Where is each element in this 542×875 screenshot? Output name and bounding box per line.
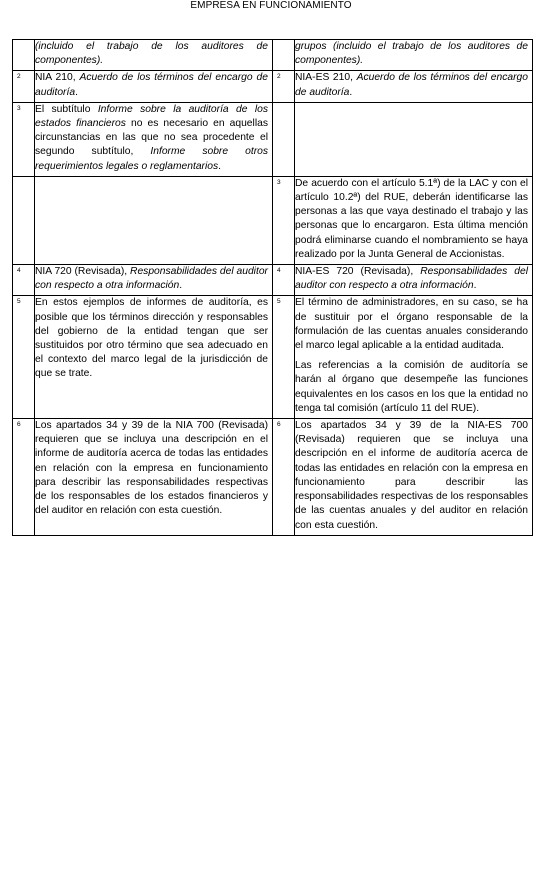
footnote-text-right [295,296,533,419]
footnote-paragraph [295,296,528,353]
table-row [13,102,533,176]
footnote-text-left [35,265,273,296]
table-row [13,265,533,296]
footnote-text-right [295,419,533,536]
footnote-number-right: 4 [273,265,295,296]
footnote-number-right [273,102,295,176]
table-row [13,419,533,536]
table-row [13,40,533,71]
footnote-number-left: 4 [13,265,35,296]
text-run: no es necesario en aquellas circunstancias en las que no sea procedente el segundo subtítulo, [35,118,268,158]
footnote-number-left: 3 [13,102,35,176]
text-run: De acuerdo con el artículo 5.1ª) de la LAC y con el artículo 10.2ª) del RUE, deberán identificarse las personas a las que vaya destinado el trabajo y las personas que lo encargaron. Esta última mención podrá eliminarse cuando el nombramiento se haya realizado por la Junta General de Accionistas. [295,177,528,260]
italic-text-run: Informe sobre la auditoría de los estados financieros [35,103,268,130]
footnote-paragraph [295,359,528,416]
footnote-number-right [273,40,295,71]
footnote-text-right [295,176,533,264]
text-run: Las referencias a la comisión de auditoría se harán al órgano que desempeñe las funciones equivalentes en los casos en los que la entidad no tenga tal comisión (artículo 11 del RUE). [295,360,528,414]
text-run: . [473,280,477,292]
italic-text-run: Acuerdo de los términos del encargo de auditoría [295,72,528,98]
footnote-number-right: 3 [273,176,295,264]
table-row [13,296,533,419]
italic-text-run: Informe sobre otros requerimientos legales o reglamentarios [35,146,268,172]
footnote-text-left [35,176,273,264]
table-row [13,176,533,264]
footnote-text-left [35,419,273,536]
footnote-text-left [35,296,273,419]
footnote-text-right [295,265,533,296]
footnote-number-right: 2 [273,71,295,102]
text-run: Los apartados 34 y 39 de la NIA-ES 700 (Revisada) requieren que se incluya una descripción en el informe de auditoría acerca de todas las entidades en relación con la empresa en funcionamiento para describir las responsabilidades respectivas de los responsables de las cuentas anuales y del auditor en relación con esta cuestión. [295,420,528,531]
footnote-text-left [35,102,273,176]
table-row [13,71,533,102]
footnote-number-left: 5 [13,296,35,419]
italic-text-run: Acuerdo de los términos del encargo de auditoría [35,72,268,98]
text-run: NIA 720 (Revisada), [35,266,131,278]
page-header: EMPRESA EN FUNCIONAMIENTO [190,0,352,11]
text-run: NIA-ES 720 (Revisada), [295,266,421,278]
footnote-text-left [35,40,273,71]
text-run: . [218,160,222,172]
footnotes-table [12,39,533,536]
italic-text-run: grupos (incluido el trabajo de los auditores de componentes). [295,41,528,67]
footnote-text-right [295,102,533,176]
footnote-number-left [13,176,35,264]
text-run: El subtítulo [35,103,98,115]
text-run: . [349,86,353,98]
text-run: NIA 210, [35,72,80,84]
footnote-number-left: 6 [13,419,35,536]
footnote-text-right [295,40,533,71]
footnote-text-right [295,71,533,102]
text-run: . [179,280,183,292]
italic-text-run: (incluido el trabajo de los auditores de componentes). [35,41,268,67]
italic-text-run: Responsabilidades del auditor con respecto a otra información [295,266,528,292]
text-run: El término de administradores, en su caso, se ha de sustituir por el órgano responsable de la formulación de las cuentas anuales considerando el marco legal aplicable a la entidad auditada. [295,297,528,352]
footnote-number-left [13,40,35,71]
footnote-number-right: 5 [273,296,295,419]
footnote-text-left [35,71,273,102]
footnote-number-right: 6 [273,419,295,536]
text-run: NIA-ES 210, [295,72,357,84]
footnote-number-left: 2 [13,71,35,102]
text-run: . [75,86,78,98]
italic-text-run: Responsabilidades del auditor con respecto a otra información [35,266,268,292]
text-run: Los apartados 34 y 39 de la NIA 700 (Revisada) requieren que se incluya una descripción en el informe de auditoría acerca de todas las entidades en relación con la empresa en funcionamiento para describir las responsabilidades respectivas de los responsables de los estados financieros y del auditor en relación con esta cuestión. [35,420,268,517]
text-run: En estos ejemplos de informes de auditoría, es posible que los términos dirección y responsables del gobierno de la entidad tengan que ser sustituidos por otro término que sea adecuado en el contexto del marco legal de la jurisdicción de que se trate. [35,297,268,380]
